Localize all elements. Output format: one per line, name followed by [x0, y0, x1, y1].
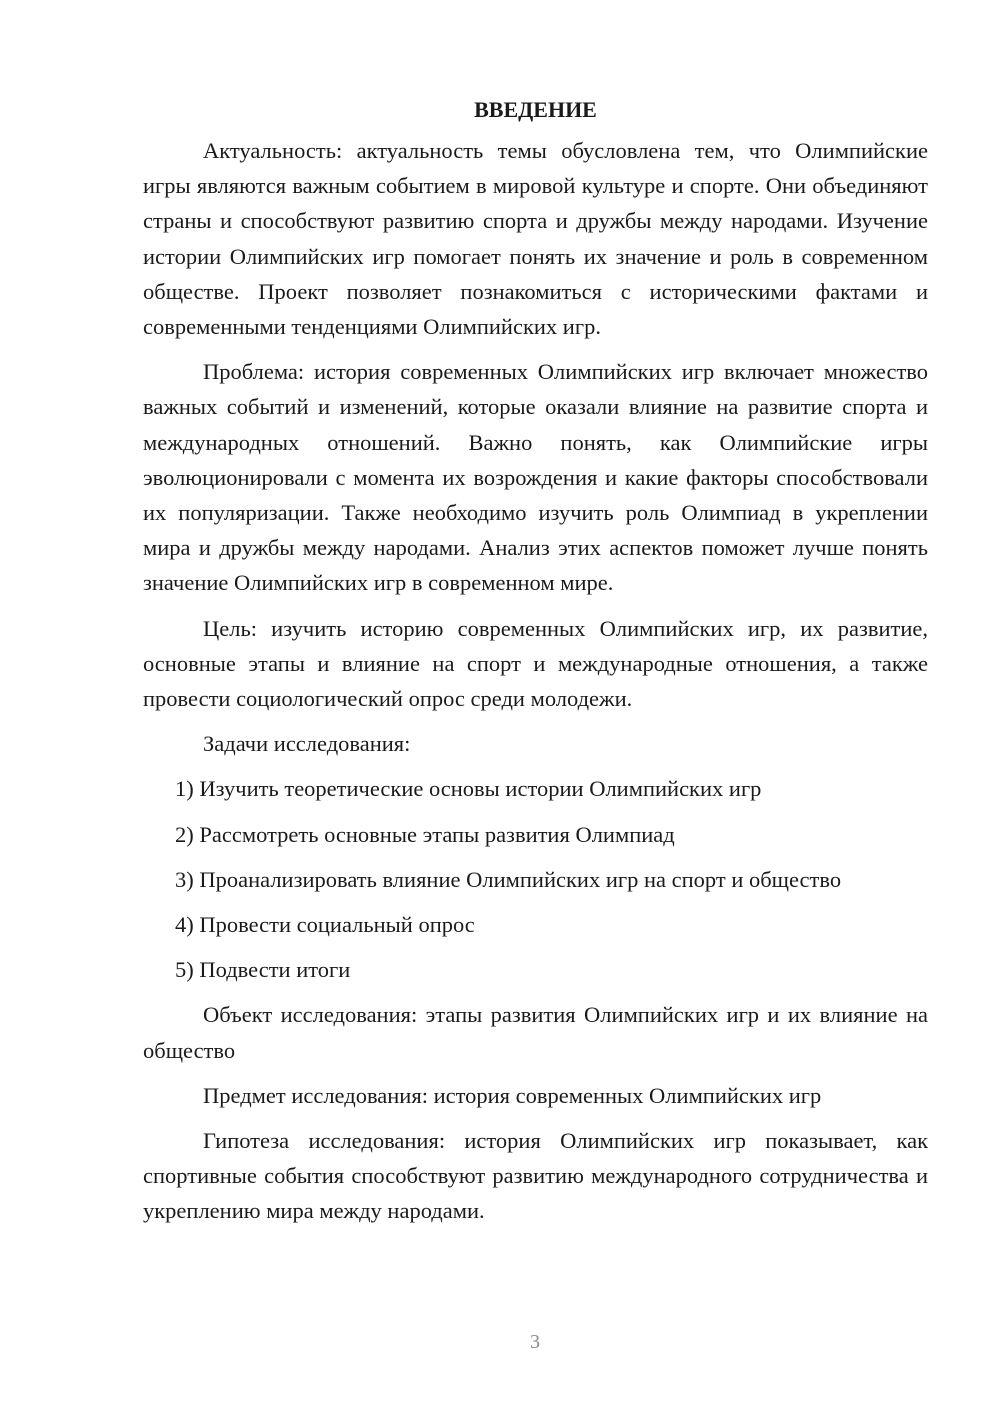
paragraph-subject: Предмет исследования: история современных Олимпийских игр: [203, 1082, 822, 1108]
task-item: 3) Проанализировать влияние Олимпийских игр на спорт и общество: [175, 866, 842, 892]
paragraph-relevance: Актуальность: актуальность темы обусловлена тем, что Олимпийские игры являются важным событием в мировой культуре и спорте. Они объединяют страны и способствуют развитию спорта и дружбы между народами. Изучение истории Олимпийских игр помогает понять их значение и роль в современном обществе. Проект позволяет познакомиться с историческими фактами и современными тенденциями Олимпийских игр.: [143, 138, 928, 340]
tasks-list: [143, 771, 928, 987]
tasks-heading: Задачи исследования:: [203, 731, 411, 757]
paragraph-object: Объект исследования: этапы развития Олимпийских игр и их влияние на общество: [143, 1002, 928, 1063]
task-item: 4) Провести социальный опрос: [175, 912, 475, 938]
page-title: ВВЕДЕНИЕ: [474, 97, 597, 122]
task-item: 1) Изучить теоретические основы истории Олимпийских игр: [175, 776, 762, 802]
paragraph-problem: Проблема: история современных Олимпийских игр включает множество важных событий и изменений, которые оказали влияние на развитие спорта и международных отношений. Важно понять, как Олимпийские игры эволюционировали с момента их возрождения и какие факторы способствовали их популяризации. Также необходимо изучить роль Олимпиад в укреплении мира и дружбы между народами. Анализ этих аспектов поможет лучше понять значение Олимпийских игр в современном мире.: [143, 359, 928, 596]
page-number: 3: [530, 1331, 540, 1353]
document-page: [143, 92, 928, 1239]
task-item: 2) Рассмотреть основные этапы развития Олимпиад: [175, 821, 675, 847]
paragraph-hypothesis: Гипотеза исследования: история Олимпийских игр показывает, как спортивные события способствуют развитию международного сотрудничества и укреплению мира между народами.: [143, 1128, 928, 1224]
paragraph-goal: Цель: изучить историю современных Олимпийских игр, их развитие, основные этапы и влияние на спорт и международные отношения, а также провести социологический опрос среди молодежи.: [143, 615, 928, 712]
task-item: 5) Подвести итоги: [175, 957, 351, 983]
